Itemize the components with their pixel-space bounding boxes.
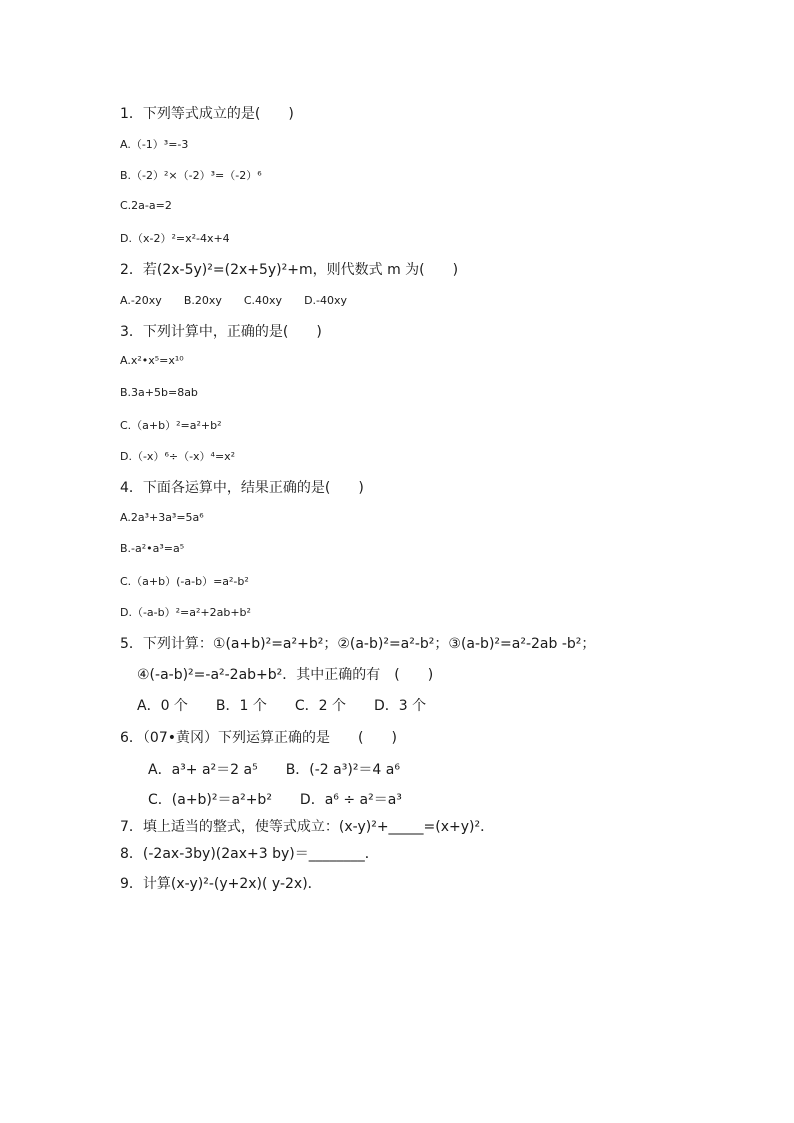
question-6-options-ab: A．a³+ a²＝2 a⁵ B．(-2 a³)²＝4 a⁶	[148, 762, 400, 778]
question-4-option-c: C.（a+b）(-a-b）=a²-b²	[120, 575, 249, 588]
question-9: 9．计算(x-y)²-(y+2x)( y-2x)．	[120, 876, 322, 892]
question-3-option-a: A.x²•x⁵=x¹⁰	[120, 354, 184, 367]
question-6-stem: 6．（07•黄冈）下列运算正确的是 ( )	[120, 730, 397, 746]
question-1-option-d: D.（x-2）²=x²-4x+4	[120, 232, 230, 245]
question-1-option-c: C.2a-a=2	[120, 199, 172, 212]
question-7: 7．填上适当的整式，使等式成立：(x-y)²+_____=(x+y)²．	[120, 819, 495, 835]
question-1-option-a: A.（-1）³=-3	[120, 138, 189, 151]
question-5-stem: 5．下列计算：①(a+b)²=a²+b²；②(a-b)²=a²-b²；③(a-b)²=a²-2ab -b²；	[120, 636, 596, 652]
question-3-option-d: D.（-x）⁶÷（-x）⁴=x²	[120, 450, 236, 463]
question-8: 8．(-2ax-3by)(2ax+3 by)＝________．	[120, 846, 379, 862]
question-5-options: A．0 个 B．1 个 C．2 个 D．3 个	[137, 698, 427, 714]
question-1-option-b: B.（-2）²×（-2）³=（-2）⁶	[120, 169, 262, 182]
question-2-stem: 2．若(2x-5y)²=(2x+5y)²+m，则代数式 m 为( )	[120, 262, 459, 278]
question-5-stem-continued: ④(-a-b)²=-a²-2ab+b²．其中正确的有 ( )	[137, 667, 434, 683]
question-4-option-b: B.-a²•a³=a⁵	[120, 542, 185, 555]
question-4-option-d: D.（-a-b）²=a²+2ab+b²	[120, 606, 251, 619]
question-3-option-c: C.（a+b）²=a²+b²	[120, 419, 222, 432]
question-4-option-a: A.2a³+3a³=5a⁶	[120, 511, 204, 524]
question-3-option-b: B.3a+5b=8ab	[120, 386, 198, 399]
question-3-stem: 3．下列计算中，正确的是( )	[120, 324, 322, 340]
question-1-stem: 1．下列等式成立的是( )	[120, 106, 294, 122]
question-4-stem: 4．下面各运算中，结果正确的是( )	[120, 480, 364, 496]
question-2-options: A.-20xy B.20xy C.40xy D.-40xy	[120, 294, 348, 307]
question-6-options-cd: C．(a+b)²＝a²+b² D．a⁶ ÷ a²＝a³	[148, 792, 402, 808]
